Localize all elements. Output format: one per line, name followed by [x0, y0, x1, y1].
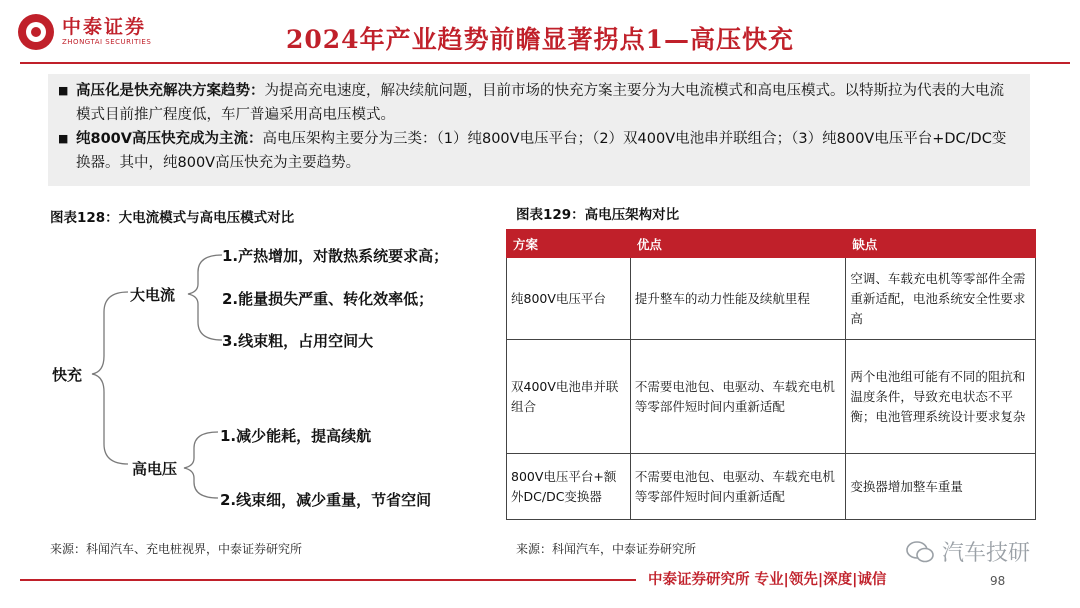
column-header: 缺点 [846, 230, 1036, 258]
table-cell-pros: 提升整车的动力性能及续航里程 [630, 258, 846, 340]
column-header: 优点 [630, 230, 846, 258]
logo-chinese-name: 中泰证券 [62, 16, 147, 38]
mindmap-leaf: 1.产热增加，对散热系统要求高； [222, 247, 449, 265]
logo-mark-icon [18, 14, 54, 50]
table-cell-cons: 两个电池组可能有不同的阻抗和温度条件，导致充电状态不平衡；电池管理系统设计要求复杂 [846, 340, 1036, 454]
wechat-icon [906, 541, 934, 563]
page-number: 98 [990, 574, 1006, 588]
watermark-text: 汽车技研 [942, 541, 1031, 566]
bullet-heading: 高压化是快充解决方案趋势： [76, 83, 265, 99]
table-row [507, 454, 1036, 520]
table-cell-pros: 不需要电池包、电驱动、车载充电机等零部件短时间内重新适配 [630, 454, 846, 520]
mindmap-leaf: 1.减少能耗，提高续航 [220, 427, 372, 445]
mindmap-leaf: 2.能量损失严重、转化效率低； [222, 290, 434, 308]
table-header-row [507, 230, 1036, 258]
left-figure-source: 来源：科闻汽车、充电桩视界，中泰证券研究所 [50, 542, 303, 556]
table-row [507, 258, 1036, 340]
page-title: 2024年产业趋势前瞻显著拐点1—高压快充 [286, 25, 794, 54]
mindmap-leaf: 2.线束细，减少重量，节省空间 [220, 491, 432, 509]
bullet-text: 为提高充电速度，解决续航问题，目前市场的快充方案主要分为大电流模式和高电压模式。以特斯拉为代表的大电流模式目前推广程度低，车厂普遍采用高电压模式。 [76, 83, 1004, 123]
mindmap-branch-high-current: 大电流 [130, 286, 176, 304]
bullet-item [58, 127, 1016, 175]
summary-box [48, 74, 1030, 186]
table-cell-scheme: 纯800V电压平台 [507, 258, 631, 340]
table-cell-scheme: 双400V电池串并联组合 [507, 340, 631, 454]
logo-english-name: ZHONGTAI SECURITIES [62, 38, 152, 46]
table-row [507, 340, 1036, 454]
bullet-square-icon: ■ [58, 132, 69, 145]
table-cell-cons: 空调、车载充电机等零部件全需重新适配，电池系统安全性要求高 [846, 258, 1036, 340]
lower-brace [184, 432, 218, 498]
table-cell-cons: 变换器增加整车重量 [846, 454, 1036, 520]
bullet-heading: 纯800V高压快充成为主流： [76, 131, 263, 147]
architecture-comparison-table [506, 229, 1036, 520]
mindmap-root: 快充 [52, 366, 83, 384]
left-figure-title: 图表128：大电流模式与高电压模式对比 [50, 210, 295, 226]
root-brace [92, 292, 128, 464]
wechat-watermark [906, 536, 1030, 567]
footer-divider [20, 579, 636, 581]
title-divider [20, 62, 1070, 64]
column-header: 方案 [507, 230, 631, 258]
right-figure-title: 图表129：高电压架构对比 [516, 207, 680, 223]
right-figure-source: 来源：科闻汽车，中泰证券研究所 [516, 542, 697, 556]
bullet-text: 高电压架构主要分为三类：（1）纯800V电压平台；（2）双400V电池串并联组合；（3）纯800V电压平台+DC/DC变换器。其中，纯800V高压快充为主要趋势。 [76, 131, 1007, 171]
table-cell-pros: 不需要电池包、电驱动、车载充电机等零部件短时间内重新适配 [630, 340, 846, 454]
company-logo [18, 14, 151, 50]
upper-brace [188, 255, 222, 340]
footer-slogan: 中泰证券研究所 专业|领先|深度|诚信 [648, 572, 887, 588]
mindmap-leaf: 3.线束粗，占用空间大 [222, 332, 374, 350]
table-cell-scheme: 800V电压平台+额外DC/DC变换器 [507, 454, 631, 520]
mindmap-branch-high-voltage: 高电压 [132, 460, 178, 478]
bullet-item [58, 79, 1016, 127]
bullet-square-icon: ■ [58, 84, 69, 97]
